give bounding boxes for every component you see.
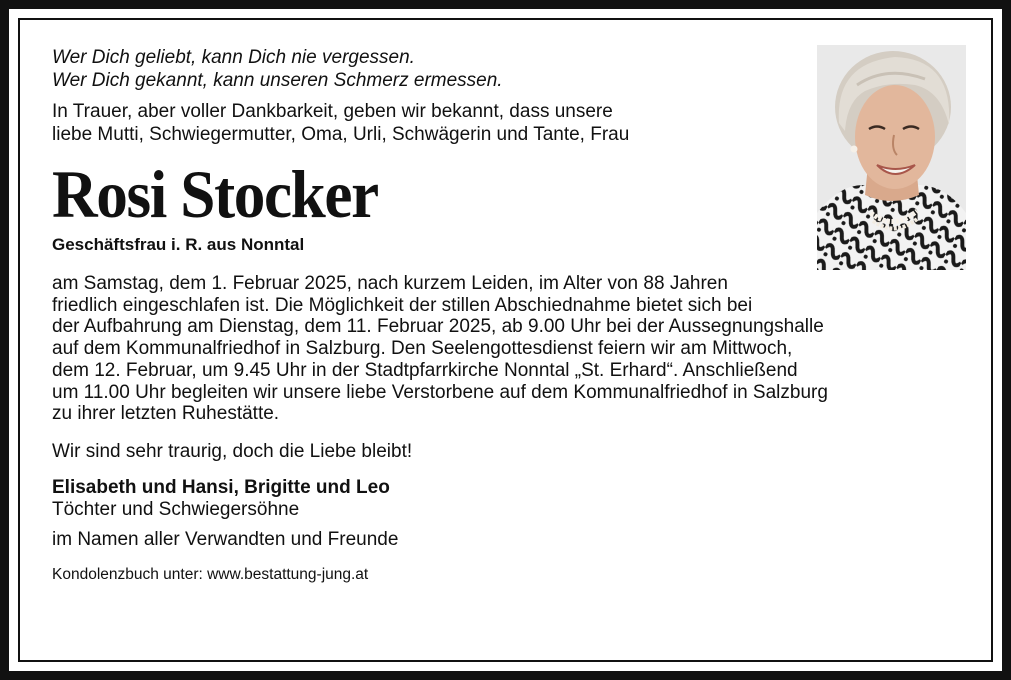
deceased-subtitle: Geschäftsfrau i. R. aus Nonntal bbox=[52, 235, 305, 254]
verse-line-1: Wer Dich geliebt, kann Dich nie vergessen. bbox=[52, 47, 415, 68]
announcement-line: zu ihrer letzten Ruhestätte. bbox=[52, 403, 280, 425]
condolence-book-note: Kondolenzbuch unter: www.bestattung-jung.at bbox=[52, 565, 369, 583]
announcement-line: am Samstag, dem 1. Februar 2025, nach kurzem Leiden, im Alter von 88 Jahren bbox=[52, 273, 728, 294]
closing-line: Wir sind sehr traurig, doch die Liebe bleibt! bbox=[52, 440, 413, 462]
announcement-line: um 11.00 Uhr begleiten wir unsere liebe Verstorbene auf dem Kommunalfriedhof in Salzburg bbox=[52, 381, 828, 403]
deceased-name: Rosi Stocker bbox=[52, 156, 378, 232]
mourner-family: im Namen aller Verwandten und Freunde bbox=[52, 528, 399, 550]
portrait-photo bbox=[817, 45, 966, 270]
mourner-names: Elisabeth und Hansi, Brigitte und Leo bbox=[52, 476, 390, 498]
announcement-line: dem 12. Februar, um 9.45 Uhr in der Stadtpfarrkirche Nonntal „St. Erhard“. Anschließend bbox=[52, 359, 798, 381]
intro-line-1: In Trauer, aber voller Dankbarkeit, geben wir bekannt, dass unsere bbox=[52, 101, 613, 122]
verse-line-2: Wer Dich gekannt, kann unseren Schmerz ermessen. bbox=[52, 70, 503, 91]
announcement-line: der Aufbahrung am Dienstag, dem 11. Februar 2025, ab 9.00 Uhr bei der Aussegnungshalle bbox=[52, 316, 824, 338]
announcement-line: auf dem Kommunalfriedhof in Salzburg. Den Seelengottesdienst feiern wir am Mittwoch, bbox=[52, 338, 793, 360]
announcement-line: friedlich eingeschlafen ist. Die Möglichkeit der stillen Abschiednahme bietet sich bei bbox=[52, 294, 753, 316]
intro-text bbox=[52, 100, 752, 146]
mourner-relation: Töchter und Schwiegersöhne bbox=[52, 498, 300, 520]
announcement-text bbox=[52, 273, 952, 425]
intro-line-2: liebe Mutti, Schwiegermutter, Oma, Urli, Schwägerin und Tante, Frau bbox=[52, 124, 630, 145]
